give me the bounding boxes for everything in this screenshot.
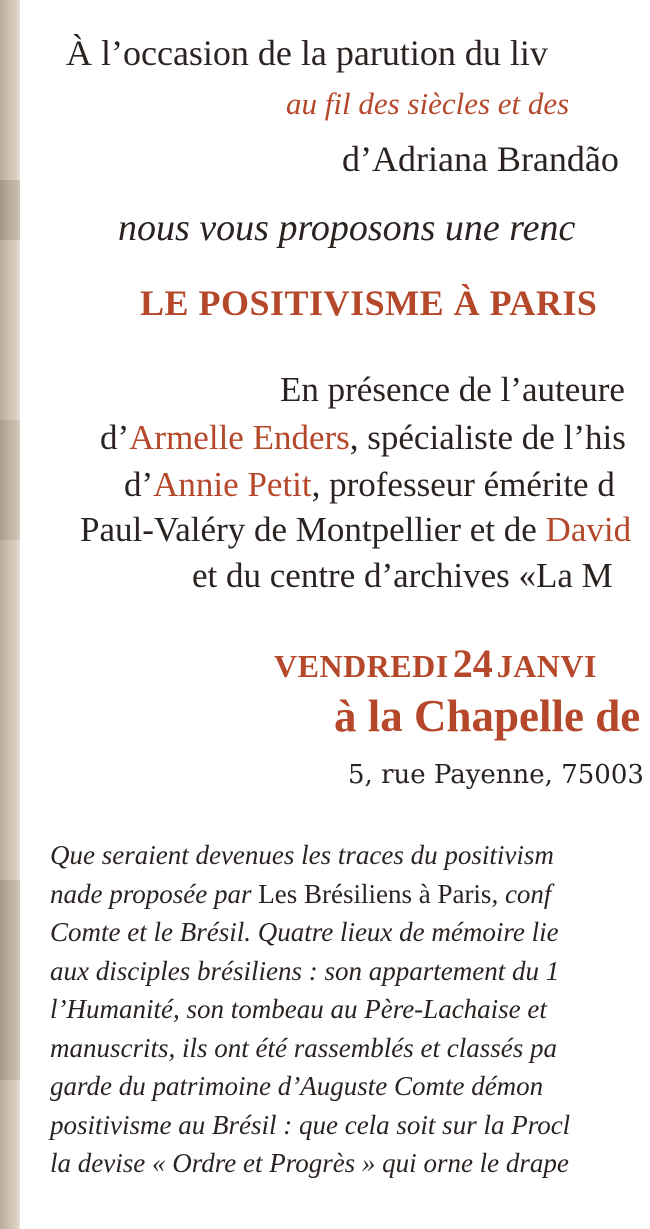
event-address: 5, rue Payenne, 75003 <box>348 760 644 790</box>
speaker-role: , spécialiste de l’his <box>349 418 626 457</box>
description-line <box>50 875 650 914</box>
presence-line-5: et du centre d’archives «La M <box>192 556 613 595</box>
event-month: JANVI <box>496 648 597 684</box>
description-paragraph <box>50 836 650 1183</box>
description-line: Comte et le Brésil. Quatre lieux de mémoire lie <box>50 917 559 947</box>
description-line: manuscrits, ils ont été rassemblés et classés pa <box>50 1032 557 1063</box>
description-line: l’Humanité, son tombeau au Père-Lachaise et <box>50 994 547 1024</box>
description-line: aux disciples brésiliens : son appartement du 1 <box>50 955 560 986</box>
description-line: Que seraient devenues les traces du positivism <box>50 840 554 870</box>
description-line: la devise « Ordre et Progrès » qui orne le drape <box>50 1148 569 1178</box>
event-venue: à la Chapelle de <box>334 691 641 741</box>
presence-line-2 <box>100 418 626 458</box>
event-heading: LE POSITIVISME À PARIS <box>140 283 598 323</box>
event-date <box>274 640 597 687</box>
description-line: garde du patrimoine d’Auguste Comte démon <box>50 1071 544 1101</box>
author-line: d’Adriana Brandão <box>342 139 619 179</box>
speaker-role: , professeur émérite d <box>311 465 615 504</box>
description-fragment: , conf <box>491 878 552 909</box>
presence-line-4 <box>80 510 631 550</box>
intro-line-1: À l’occasion de la parution du liv <box>66 33 548 73</box>
speaker-name: Annie Petit <box>153 465 312 504</box>
speaker-name: David <box>545 510 632 549</box>
presence-line-1: En présence de l’auteure <box>280 370 625 409</box>
event-day: VENDREDI <box>274 648 449 684</box>
description-fragment: nade proposée par <box>50 878 259 909</box>
speaker-role: Paul-Valéry de Montpellier et de <box>80 510 546 549</box>
presence-line-3 <box>124 465 615 505</box>
prefix: d’ <box>100 418 130 457</box>
event-date-number: 24 <box>452 641 493 686</box>
speaker-name: Armelle Enders <box>129 418 350 457</box>
prefix: d’ <box>124 465 154 504</box>
description-line: positivisme au Brésil : que cela soit sur la Procl <box>50 1109 571 1140</box>
book-title-line: au fil des siècles et des <box>286 86 570 121</box>
association-name: Les Brésiliens à Paris <box>258 878 492 909</box>
proposal-line: nous vous proposons une renc <box>118 207 576 249</box>
